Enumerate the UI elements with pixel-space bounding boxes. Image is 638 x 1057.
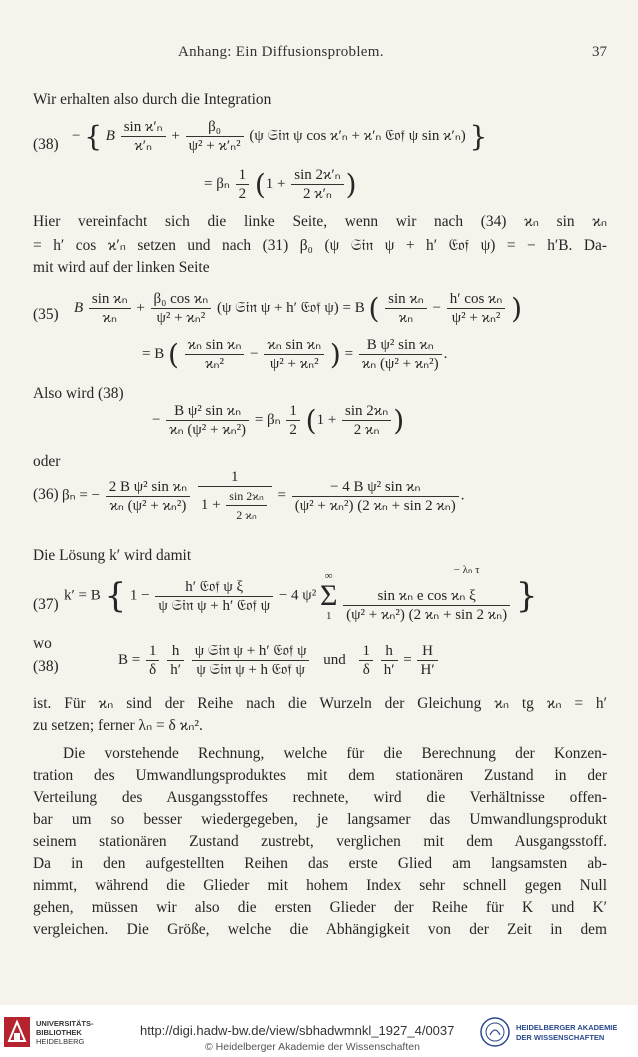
body-line-4: bar um so besser wiedergegeben, je langsamer das Umwandlungsprodukt (33, 811, 607, 828)
equation-35-line2: = B ( $\frac{\text{ϰₙ sin ϰₙ}}{\text{ϰₙ²}}$ − $\frac{\text{ϰₙ sin ϰₙ}}{\text{ψ² + ϰₙ²}}$ ) = $\frac{\text{B ψ² sin ϰₙ}}{\text{ϰₙ (ψ² + ϰₙ²)}}$ . (142, 337, 448, 372)
equation-35-line1: B $\frac{\text{sin ϰₙ}}{\text{ϰₙ}}$ + $\frac{\text{β₀ cos ϰₙ}}{\text{ψ² + ϰₙ²}}$ (ψ 𝔖𝔦𝔫 ψ + h′ 𝔈𝔬𝔣 ψ) = B ( $\frac{\text{sin ϰₙ}}{\text{ϰₙ}}$ − $\frac{\text{h′ cos ϰₙ}}{\text{ψ² + ϰₙ²}}$ ) (74, 291, 523, 326)
library-logo-line2: BIBLIOTHEK (36, 1028, 82, 1037)
equation-number-38b: (38) (33, 658, 59, 675)
body-line-9: vergleichen. Die Größe, welche die Abhängigkeit von der Zeit in dem (33, 921, 607, 938)
ist-line-1: ist. Für ϰₙ sind der Reihe nach die Wurzeln der Gleichung ϰₙ tg ϰₙ = h′ (33, 695, 607, 712)
body-line-5: seinem stationären Zustand zustrebt, verglichen mit dem Ausgangsstoff. (33, 833, 607, 850)
equation-36: βₙ = − $\frac{\text{2 B ψ² sin ϰₙ}}{\text{ϰₙ (ψ² + ϰₙ²)}}$ 1 1 + $\frac{\text{sin 2ϰₙ}}{\text{2 ϰₙ}}$ = $\frac{\text{− 4 B ψ² sin ϰₙ}}{\text{(ψ² + ϰₙ²) (2 ϰₙ + sin 2 ϰₙ)}}$ . (62, 469, 465, 522)
running-header (33, 44, 607, 68)
academy-seal-icon (480, 1017, 510, 1047)
equation-38-line2: = βₙ $\frac{1}{2}$ (1 + $\frac{\text{sin 2ϰ′ₙ}}{\text{2 ϰ′ₙ}}$ ) (204, 167, 357, 202)
page-number: 37 (592, 44, 607, 60)
library-logo[interactable] (4, 1017, 114, 1051)
source-url-link[interactable]: http://digi.hadw-bw.de/view/sbhadwmnkl_1927_4/0037 (140, 1023, 455, 1038)
academy-logo-line1: HEIDELBERGER AKADEMIE (516, 1023, 618, 1032)
equation-38b: B = $\frac{1}{\delta}$ $\frac{h}{h'}$ $\frac{\text{ψ 𝔖𝔦𝔫 ψ + h′ 𝔈𝔬𝔣 ψ}}{\text{ψ 𝔖𝔦𝔫 ψ + h 𝔈𝔬𝔣 ψ}}$ und $\frac{1}{\delta}$ $\frac{h}{h'}$ = $\frac{H}{H'}$ (118, 642, 440, 679)
library-logo-line1: UNIVERSITÄTS- (36, 1019, 94, 1028)
equation-37: k′ = B { 1 − $\frac{\text{h′ 𝔈𝔬𝔣 ψ ξ}}{\text{ψ 𝔖𝔦𝔫 ψ + h′ 𝔈𝔬𝔣 ψ}}$ − 4 ψ² ∞ Σ 1 $^{- \lambda_n \tau}$ sin ϰₙ e cos ϰₙ ξ (ψ² + ϰₙ²) (2 ϰₙ + sin 2 ϰₙ) } (64, 564, 538, 623)
library-logo-icon (4, 1017, 30, 1047)
body-line-8: gehen, müssen wir also die ersten Glieder der Reihe für K und K′ (33, 899, 607, 916)
body-line-7: nimmt, während die Glieder mit hohem Index sehr schnell gegen Null (33, 877, 607, 894)
academy-logo[interactable] (480, 1017, 630, 1051)
hier-line-2: = h′ cos ϰ′ₙ setzen und nach (31) β₀ (ψ 𝔖𝔦𝔫 ψ + h′ 𝔈𝔬𝔣 ψ) = − h′B. Da- (33, 237, 607, 254)
equation-38-line1: − { B $\frac{\text{sin ϰ′ₙ}}{\text{ϰ′ₙ}}$ + $\frac{\text{β₀}}{\text{ψ² + ϰ′ₙ²}}$ (ψ 𝔖𝔦𝔫 ψ cos ϰ′ₙ + ϰ′ₙ 𝔈𝔬𝔣 ψ sin ϰ′ₙ) } (72, 119, 488, 154)
also-text: Also wird (38) (33, 385, 124, 402)
body-line-6: Da in den aufgestellten Reihen das erste Glied am langsamsten ab- (33, 855, 607, 872)
equation-also: − $\frac{\text{B ψ² sin ϰₙ}}{\text{ϰₙ (ψ² + ϰₙ²)}}$ = βₙ $\frac{1}{2}$ (1 + $\frac{\text{sin 2ϰₙ}}{\text{2 ϰₙ}}$ ) (152, 403, 405, 438)
wo-text: wo (33, 635, 52, 652)
body-line-2: tration des Umwandlungsproduktes mit dem stationären Zustand in der (33, 767, 607, 784)
body-line-3: Verteilung des Ausgangsstoffes rechnete, wird die Verhältnisse offen- (33, 789, 607, 806)
body-line-1: Die vorstehende Rechnung, welche für die Berechnung der Konzen- (63, 745, 607, 762)
intro-text: Wir erhalten also durch die Integration (33, 91, 272, 108)
header-title: Anhang: Ein Diffusionsproblem. (178, 44, 384, 60)
copyright-text: © Heidelberger Akademie der Wissenschaften (205, 1041, 420, 1053)
oder-text: oder (33, 453, 61, 470)
equation-number-37: (37) (33, 596, 59, 613)
hier-line-1: Hier vereinfacht sich die linke Seite, wenn wir nach (34) ϰₙ sin ϰₙ (33, 213, 607, 230)
hier-line-3: mit wird auf der linken Seite (33, 259, 210, 276)
equation-number-38: (38) (33, 136, 59, 153)
loesung-text: Die Lösung k′ wird damit (33, 547, 192, 564)
equation-number-36: (36) (33, 486, 59, 503)
library-logo-line3: HEIDELBERG (36, 1037, 85, 1046)
footer-bar (0, 1005, 638, 1057)
equation-number-35: (35) (33, 306, 59, 323)
ist-line-2: zu setzen; ferner λₙ = δ ϰₙ². (33, 717, 203, 734)
academy-logo-line2: DER WISSENSCHAFTEN (516, 1032, 605, 1042)
